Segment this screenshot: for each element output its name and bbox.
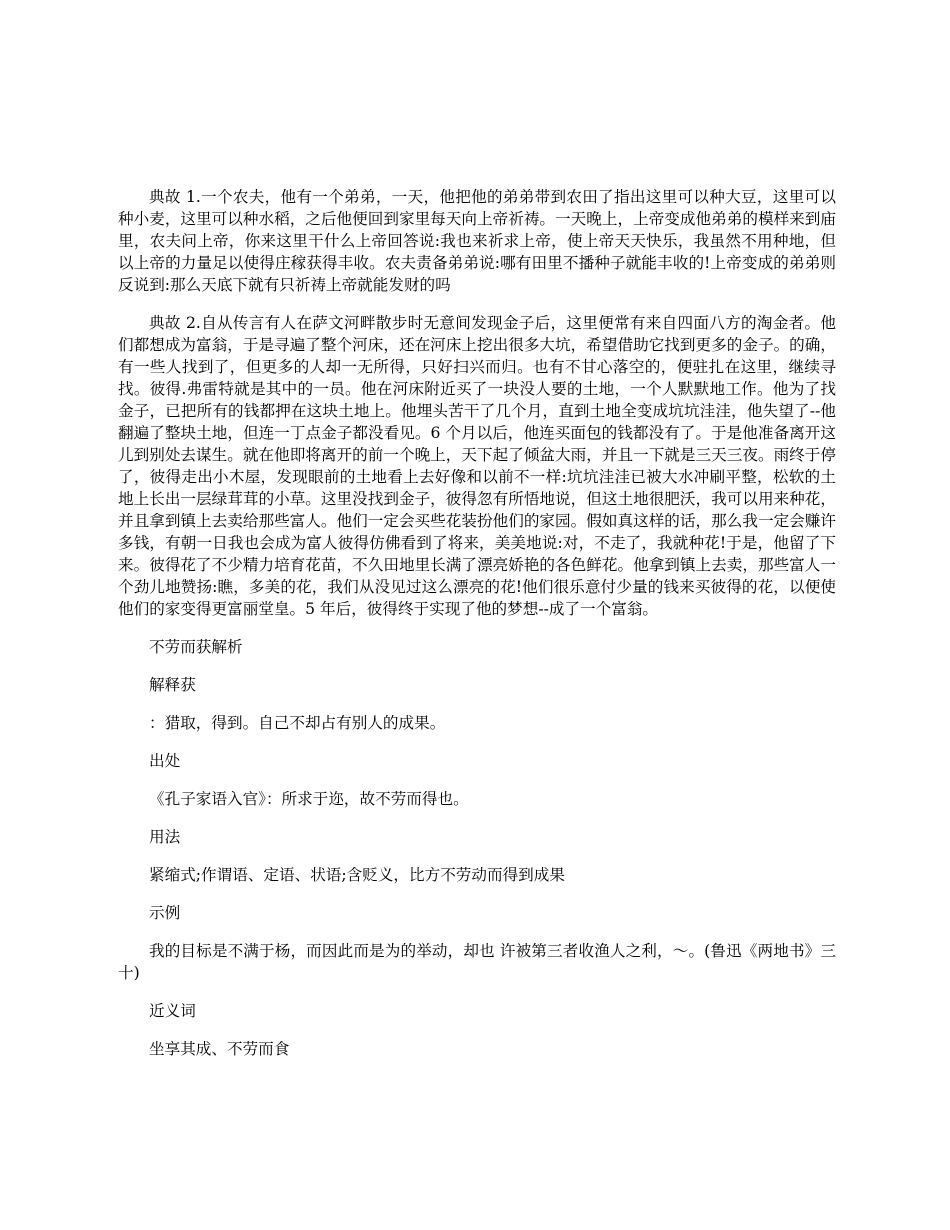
story-paragraph-1: 典故 1.一个农夫，他有一个弟弟，一天，他把他的弟弟带到农田了指出这里可以种大豆，这里可以种小麦，这里可以种水稻，之后他便回到家里每天向上帝祈祷。一天晚上，上帝变成他弟弟的模样来到庙里，农夫问上帝，你来这里干什么上帝回答说:我也来祈求上帝，使上帝天天快乐，我虽然不用种地，但以上帝的力量足以使得庄稼获得丰收。农夫责备弟弟说:哪有田里不播种子就能丰收的!上帝变成的弟弟则反说到:那么天底下就有只祈祷上帝就能发财的吗 <box>118 188 836 294</box>
usage-heading: 用法 <box>149 828 181 846</box>
source-text: 《孔子家语入官》：所求于迩，故不劳而得也。 <box>149 790 469 808</box>
example-heading: 示例 <box>149 904 181 922</box>
explanation-heading: 解释获 <box>149 676 196 694</box>
explanation-text: ：猎取，得到。自己不却占有别人的成果。 <box>149 714 446 732</box>
usage-text: 紧缩式;作谓语、定语、状语;含贬义，比方不劳动而得到成果 <box>149 866 565 884</box>
story-paragraph-2: 典故 2.自从传言有人在萨文河畔散步时无意间发现金子后，这里便常有来自四面八方的淘金者。他们都想成为富翁，于是寻遍了整个河床，还在河床上挖出很多大坑，希望借助它找到更多的金子。的确，有一些人找到了，但更多的人却一无所得，只好扫兴而归。也有不甘心落空的，便驻扎在这里，继续寻找。彼得.弗雷特就是其中的一员。他在河床附近买了一块没人要的土地，一个人默默地工作。他为了找金子，已把所有的钱都押在这块土地上。他埋头苦干了几个月，直到土地全变成坑坑洼洼，他失望了--他翻遍了整块土地，但连一丁点金子都没看见。6 个月以后，他连买面包的钱都没有了。于是他准备离开这儿到别处去谋生。就在他即将离开的前一个晚上，天下起了倾盆大雨，并且一下就是三天三夜。雨终于停了，彼得走出小木屋，发现眼前的土地看上去好像和以前不一样:坑坑洼洼已被大水冲刷平整，松软的土地上长出一层绿茸茸的小草。这里没找到金子，彼得忽有所悟地说，但这土地很肥沃，我可以用来种花，并且拿到镇上去卖给那些富人。他们一定会买些花装扮他们的家园。假如真这样的话，那么我一定会赚许多钱，有朝一日我也会成为富人彼得仿佛看到了将来，美美地说:对，不走了，我就种花!于是，他留了下来。彼得花了不少精力培育花苗，不久田地里长满了漂亮娇艳的各色鲜花。他拿到镇上去卖，那些富人一个劲儿地赞扬:瞧，多美的花，我们从没见过这么漂亮的花!他们很乐意付少量的钱来买彼得的花，以便使他们的家变得更富丽堂皇。5 年后，彼得终于实现了他的梦想--成了一个富翁。 <box>118 314 836 618</box>
example-text: 我的目标是不满于杨，而因此而是为的举动，却也 许被第三者收渔人之利，～。(鲁迅《两地书》三十) <box>118 942 836 982</box>
section-title: 不劳而获解析 <box>149 638 243 656</box>
source-heading: 出处 <box>149 752 181 770</box>
synonym-text: 坐享其成、不劳而食 <box>149 1040 290 1058</box>
document-body <box>118 186 836 1076</box>
synonym-heading: 近义词 <box>149 1002 196 1020</box>
